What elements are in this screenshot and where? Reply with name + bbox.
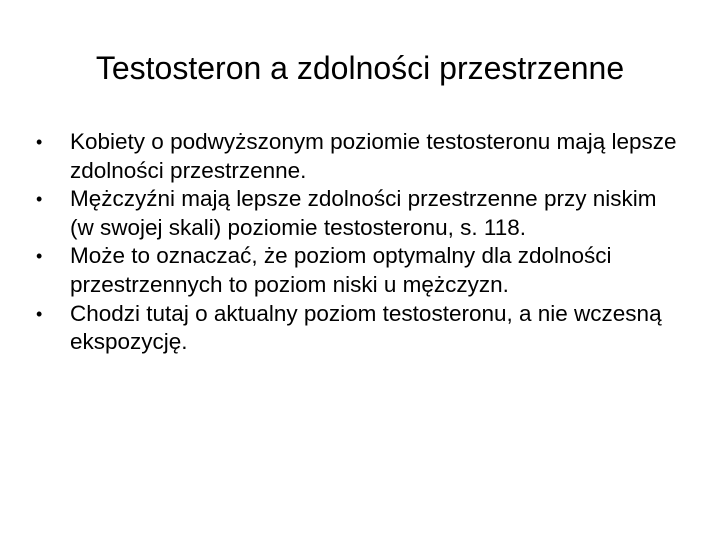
bullet-dot-icon: • xyxy=(36,189,43,210)
bullet-dot-icon: • xyxy=(36,246,43,267)
bullet-text: Chodzi tutaj o aktualny poziom testosteronu, a nie wczesną ekspozycję. xyxy=(70,300,662,355)
bullet-list xyxy=(36,128,686,357)
bullet-text: Kobiety o podwyższonym poziomie testosteronu mają lepsze zdolności przestrzenne. xyxy=(70,129,677,183)
bullet-text: Może to oznaczać, że poziom optymalny dla zdolności przestrzennych to poziom niski u mężczyzn. xyxy=(70,243,612,297)
bullet-item xyxy=(36,185,686,242)
bullet-item xyxy=(36,128,686,185)
slide-title: Testosteron a zdolności przestrzenne xyxy=(95,50,625,86)
bullet-dot-icon: • xyxy=(36,132,43,152)
bullet-dot-icon: • xyxy=(36,303,43,324)
bullet-text: Mężczyźni mają lepsze zdolności przestrzenne przy niskim (w swojej skali) poziomie testosteronu, s. 118. xyxy=(70,186,657,240)
bullet-item xyxy=(36,242,686,299)
bullet-item xyxy=(36,300,686,357)
